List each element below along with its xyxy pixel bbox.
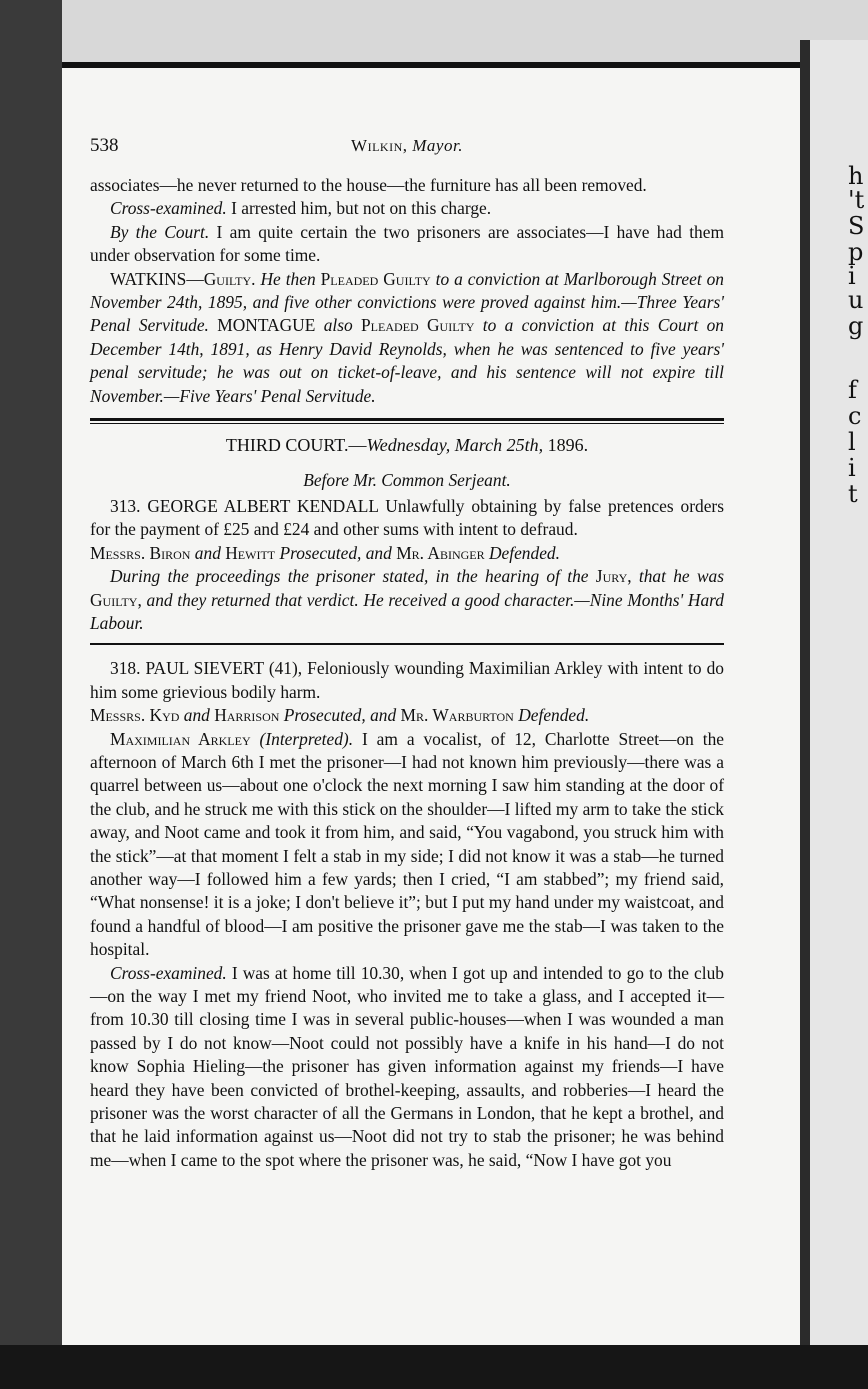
adjacent-fragment: i	[848, 454, 856, 482]
paragraph-text: and	[179, 705, 215, 726]
court-name: THIRD COURT.—	[225, 435, 367, 456]
paragraph-text: Prosecuted, and	[275, 542, 397, 563]
paragraph-text: I arrested him, but not on this charge.	[226, 198, 492, 219]
counsel-name: Mr. Warburton	[400, 705, 514, 726]
adjacent-page-edge	[800, 40, 868, 1360]
paragraph-sentences	[90, 268, 724, 408]
adjacent-fragment: c	[848, 402, 862, 430]
section-divider-single	[90, 643, 724, 645]
paragraph-by-the-court	[90, 221, 724, 268]
label-cross-examined: Cross-examined.	[110, 962, 227, 983]
plea-text: Pleaded Guilty	[361, 315, 475, 336]
counsel-name: Harrison	[214, 705, 280, 726]
paragraph-text: I am quite certain the two prisoners are associates—I have had them under observation for some time.	[90, 221, 724, 266]
adjacent-fragment: t	[848, 480, 858, 508]
paragraph-text: that he was	[631, 566, 725, 587]
testimony-text: I am a vocalist, of 12, Charlotte Street—on the afternoon of March 6th I met the prisoner—I had not known him previously—there was a quarrel between us—about one o'clock the next morning I saw him standing at the door of the club, and he struck me with this stick on the shoulder—I lifted my arm to take the stick away, and Noot came and took it from him, and said, “You vagabond, you struck him with the stick”—at that moment I felt a stab in my side; I did not know it was a stab—he turned another way—I followed him a few yards; then I cried, “I am stabbed”; my friend said, “What nonsense! it is a joke; I don't believe it”; but I put my hand under my waistcoat, and found a handful of blood—I am positive the prisoner gave me the stab—I was taken to the hospital.	[90, 728, 724, 960]
adjacent-fragment: l	[848, 428, 856, 456]
before-judge: Before Mr. Common Serjeant.	[303, 470, 511, 491]
label-cross-examined: Cross-examined.	[110, 198, 227, 219]
case-318-intro: 318. PAUL SIEVERT (41), Feloniously wounding Maximilian Arkley with intent to do him some grievious bodily harm.	[90, 658, 724, 702]
section-divider-double	[90, 418, 724, 424]
scan-background-top	[0, 0, 868, 62]
book-page	[62, 62, 800, 1352]
paragraph-text: Defended.	[513, 705, 590, 726]
witness-name: Maximilian Arkley	[110, 728, 251, 749]
adjacent-fragment: u	[848, 286, 864, 314]
adjacent-fragment: g	[848, 312, 864, 340]
counsel-name: Messrs. Biron	[90, 542, 191, 563]
adjacent-fragment: p	[848, 238, 864, 266]
running-title-name: Wilkin,	[351, 136, 408, 155]
adjacent-fragment: f	[848, 376, 857, 404]
case-318-counsel	[90, 704, 724, 727]
court-date: Wednesday, March 25th,	[366, 435, 544, 456]
paragraph-text: to a conviction at Marlborough Street on November 24th, 1895, and five other convictions were proved against him.—Three Years' Penal Servitude.	[90, 268, 724, 336]
testimony-text: I was at home till 10.30, when I got up and intended to go to the club—on the way I met my friend Noot, who invited me to take a glass, and I accepted it—from 10.30 till closing time I was in several public-houses—when I was wounded a man passed by I do not know—Noot could not possibly have a knife in his hand—I do not know Sophia Hieling—the prisoner has given information against my friends—I have heard they have been convicted of brothel-keeping, assaults, and robberies—I heard the prisoner was the worst character of all the Germans in London, that he kept a brothel, and that he laid information against us—Noot did not try to stab the prisoner; he was behind me—when I came to the spot where the prisoner was, he said, “Now I have got you	[90, 962, 724, 1170]
adjacent-fragment: i	[848, 262, 856, 290]
paragraph-text: Defended.	[484, 542, 560, 563]
running-title-role: Mayor.	[412, 136, 463, 155]
counsel-name: Messrs. Kyd	[90, 705, 180, 726]
label-by-the-court: By the Court.	[110, 221, 210, 242]
verdict-guilty: Guilty,	[90, 589, 142, 610]
counsel-name: Mr. Abinger	[396, 542, 485, 563]
scan-background-bottom	[0, 1345, 868, 1389]
case-313-counsel	[90, 542, 724, 565]
paragraph-continuation: associates—he never returned to the house—the furniture has all been removed.	[90, 175, 647, 195]
paragraph-text: During the proceedings the prisoner stated, in the hearing of the	[110, 566, 596, 587]
case-318-testimony	[90, 728, 724, 962]
page-gutter-shadow	[800, 40, 810, 1360]
court-year: 1896.	[543, 435, 589, 456]
paragraph-text: He then	[255, 268, 321, 289]
adjacent-fragment: S	[848, 212, 865, 240]
jury-label: Jury,	[595, 566, 632, 587]
running-head	[90, 134, 724, 164]
court-heading	[90, 434, 724, 457]
paragraph-text: and	[190, 542, 226, 563]
paragraph-cross-examined	[90, 197, 724, 220]
page-number: 538	[90, 135, 119, 156]
adjacent-fragment: h	[848, 162, 864, 190]
case-313-intro: 313. GEORGE ALBERT KENDALL Unlawfully obtaining by false pretences orders for the payment of £25 and £24 and other sums with intent to defraud.	[90, 495, 724, 540]
paragraph-text: to a conviction at this Court on December 14th, 1891, as Henry David Reynolds, when he was sentenced to five years' penal servitude; he was out on ticket-of-leave, and his sentence will not expire till November.—Five Years' Penal Servitude.	[90, 315, 725, 406]
counsel-name: Hewitt	[225, 542, 276, 563]
case-318-cross-examination	[90, 962, 724, 1173]
paragraph-text: and they returned that verdict. He received a good character.—Nine Months' Hard Labour.	[90, 589, 724, 633]
paragraph-text: also	[323, 315, 362, 336]
scan-background-left	[0, 0, 62, 1389]
defendant-watkins: WATKINS—	[110, 268, 204, 289]
paragraph-text: Prosecuted, and	[279, 705, 401, 726]
plea-text: Pleaded Guilty	[320, 268, 431, 289]
defendant-montague: MONTAGUE	[208, 315, 324, 336]
case-313-verdict	[90, 565, 724, 635]
running-title	[90, 134, 724, 157]
adjacent-fragment: 't	[848, 186, 865, 214]
witness-note: (Interpreted).	[250, 728, 354, 749]
page-content	[90, 134, 724, 1172]
verdict-guilty: Guilty.	[203, 268, 256, 289]
